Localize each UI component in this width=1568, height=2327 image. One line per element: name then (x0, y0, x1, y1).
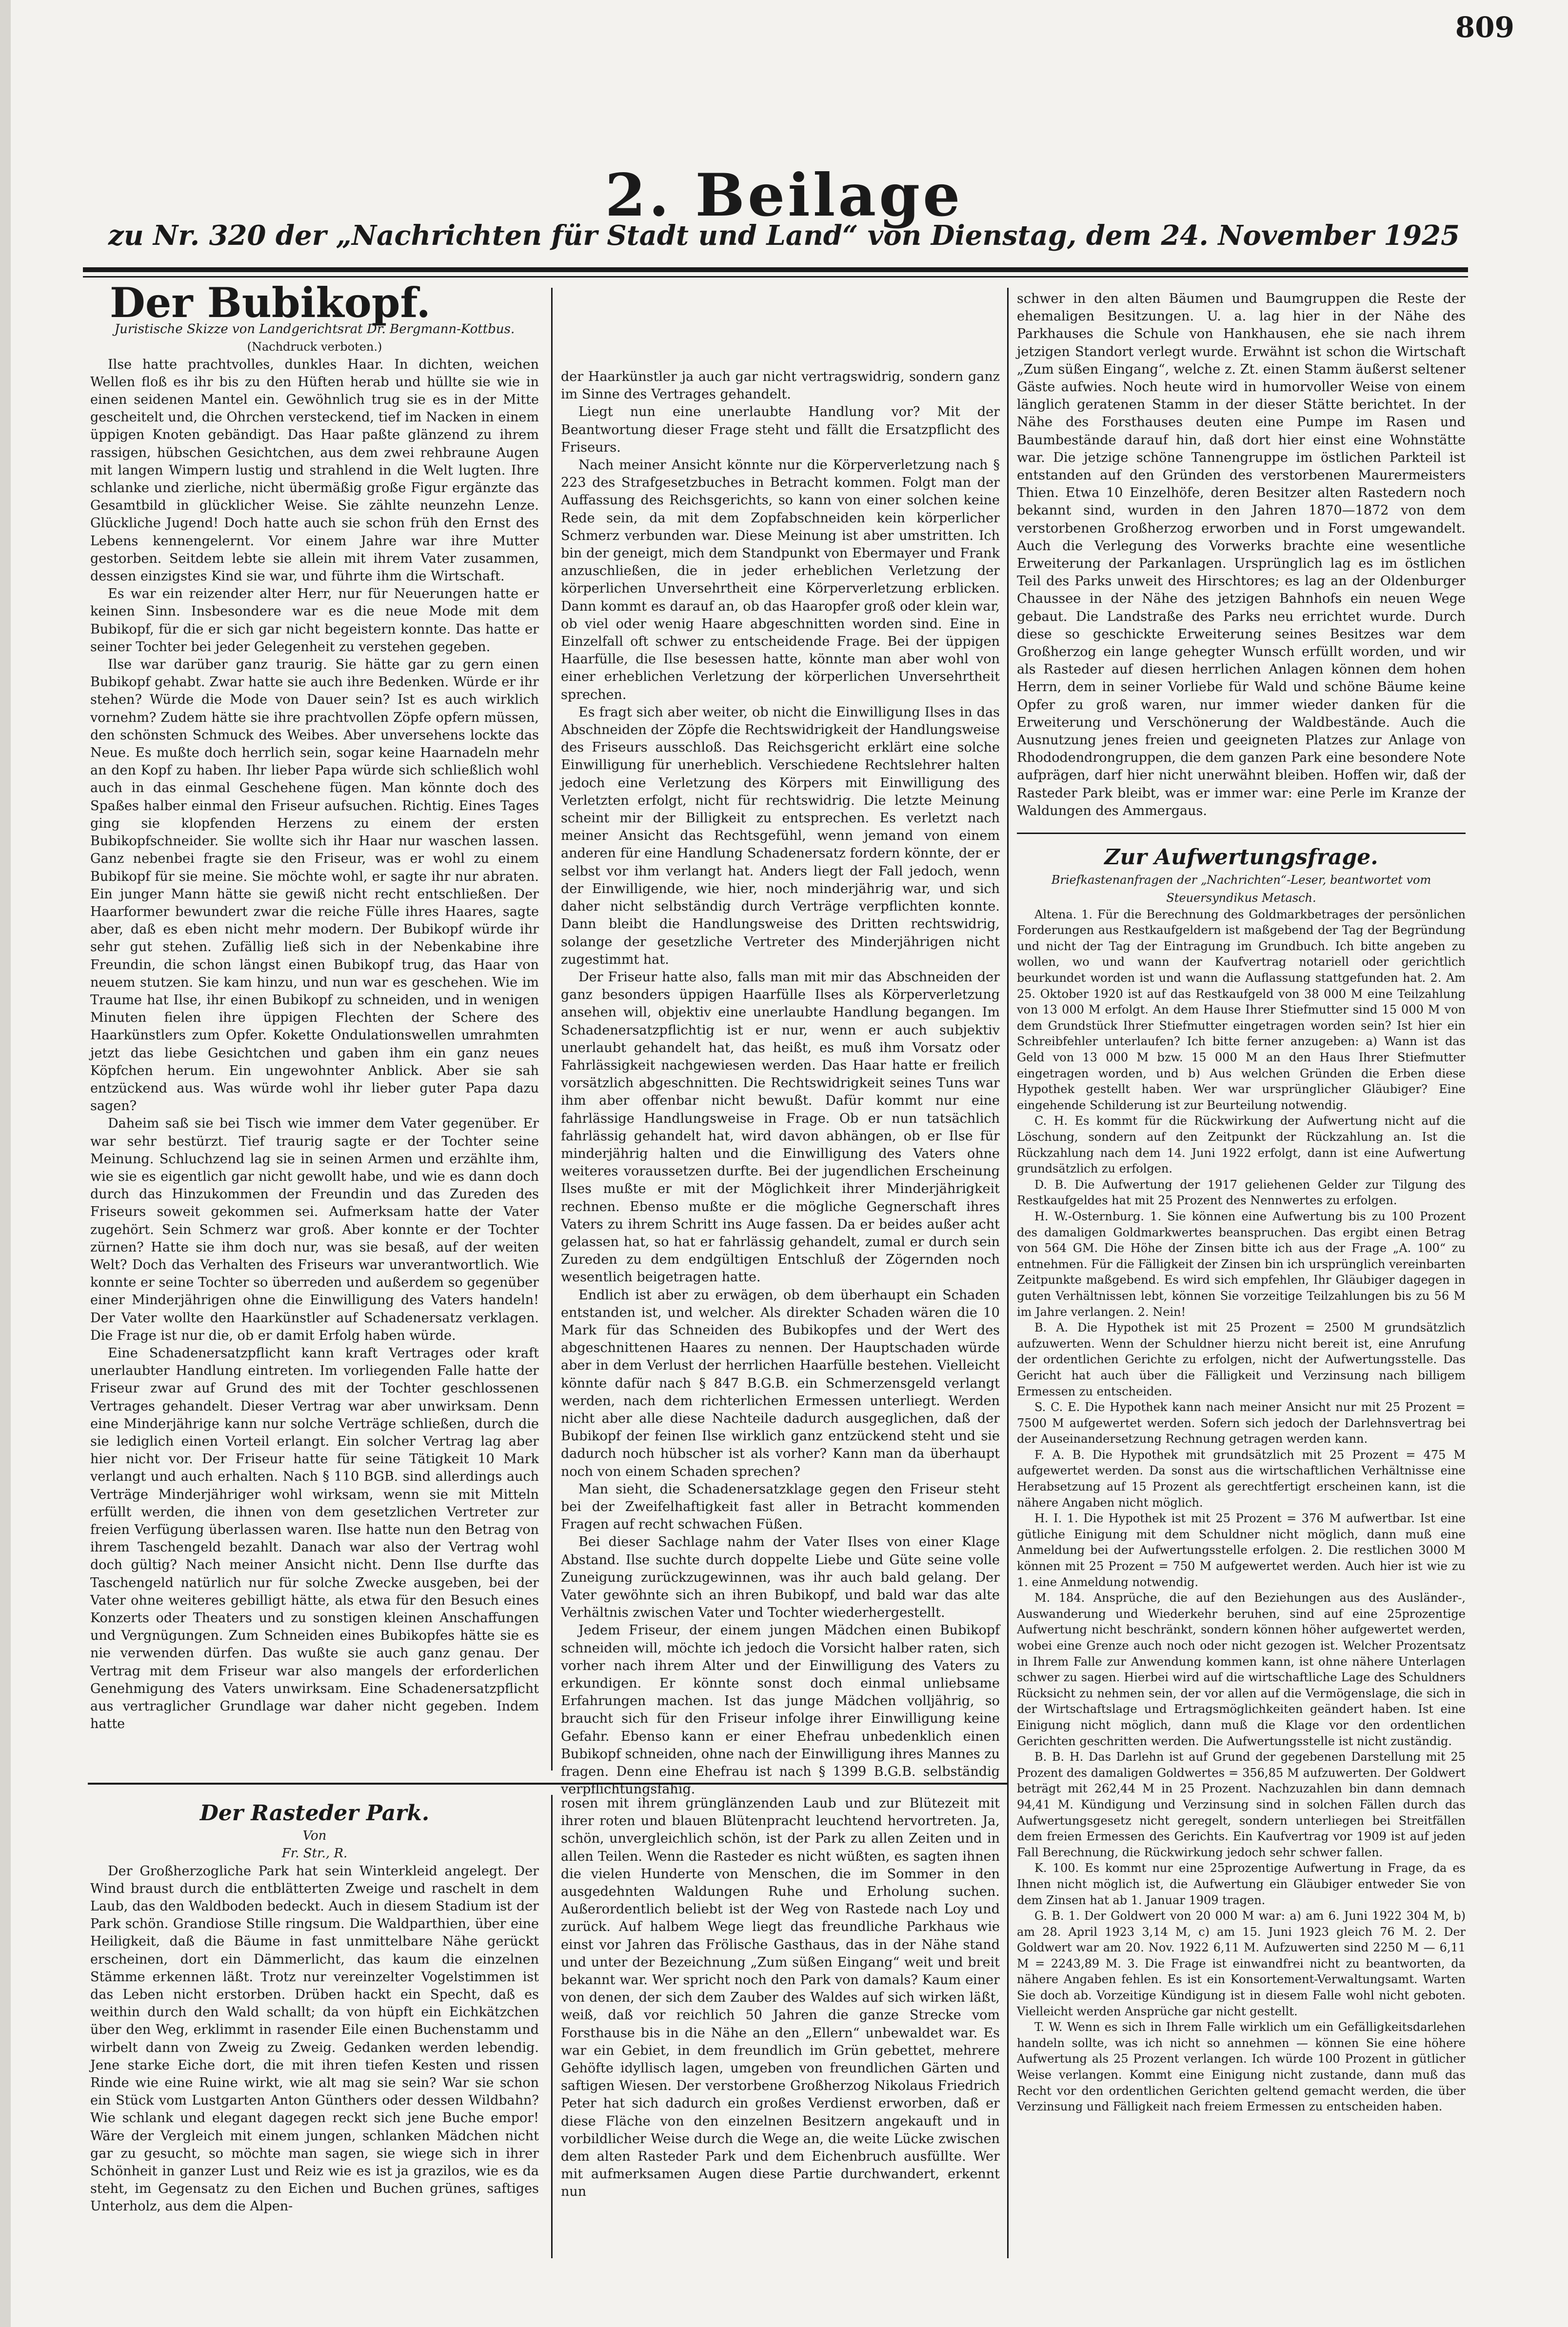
answer: F. A. B. Die Hypothek mit grundsätzlich mit 25 Prozent = 475 M aufgewertet werden. Da sonst aus die wirtschaftlichen Verhältnisse eine Herabsetzung auf 15 Prozent als gerechtfertigt erscheinen kann, ist die nähere Angaben nicht möglich. (1017, 1448, 1466, 1510)
supplement-subtitle: zu Nr. 320 der „Nachrichten für Stadt und Land“ von Dienstag, dem 24. November 1925 (108, 219, 1460, 252)
bubikopf-note: (Nachdruck verboten.) (247, 340, 382, 354)
answer: Altena. 1. Für die Berechnung des Goldmarkbetrages der persönlichen Forderungen aus Restkaufgeldern ist maßgebend der Tag der Begründung und nicht der Tag der Eintragung im Grundbuch. Ich bitte angeben zu wollen, wo und wann der Kaufvertrag notariell oder gerichtlich beurkundet worden ist und wann die Auflassung stattgefunden hat. 2. Am 25. Oktober 1920 ist auf das Restkaufgeld von 38 000 M eine Teilzahlung von 13 000 M erfolgt. An dem Hause Ihrer Stiefmutter sind 15 000 M von dem Grundstück Ihrer Stiefmutter eingetragen worden sein? Ist hier ein Schreibfehler unterlaufen? Ich bitte ferner anzugeben: a) Wann ist das Geld von 13 000 M bzw. 15 000 M an den Haus Ihrer Stiefmutter eingetragen worden, und b) Aus welchen Gründen die Erben diese Hypothek gestellt haben. Wer war ursprünglicher Gläubiger? Eine eingehende Schilderung ist zur Beurteilung notwendig. (1017, 907, 1466, 1112)
answer: B. B. H. Das Darlehn ist auf Grund der gegebenen Darstellung mit 25 Prozent des damaligen Goldwertes = 356,85 M aufzuwerten. Der Goldwert beträgt mit 262,44 M in 25 Prozent. Nachzuzahlen bin dann demnach 94,41 M. Kündigung und Verzinsung sind in solchen Fällen durch das Aufwertungsgesetz nicht geregelt, sondern unterliegen bei Streitfällen dem freien Ermessen des Gerichts. Ein Kaufvertrag vor 1909 ist auf jeden Fall Berechnung, die Rückwirkung jedoch sehr schwer fallen. (1017, 1750, 1466, 1859)
paragraph: Eine Schadenersatzpflicht kann kraft Vertrages oder kraft unerlaubter Handlung eintreten. Im vorliegenden Falle hatte der Friseur zwar auf Grund des mit der Tochter geschlossenen Vertrages gehandelt. Dieser Vertrag war aber unwirksam. Denn eine Minderjährige kann nur solche Verträge schließen, durch die sie lediglich einen Vorteil erlangt. Ein solcher Vertrag lag aber hier nicht vor. Der Friseur hatte für seine Tätigkeit 10 Mark verlangt und auch erhalten. Nach § 110 BGB. sind allerdings auch Verträge Minderjähriger wohl wirksam, wenn sie mit Mitteln erfüllt werden, die ihnen von dem gesetzlichen Vertreter zur freien Verfügung überlassen waren. Ilse hatte nun den Betrag von ihrem Taschengeld bezahlt. Danach war also der Vertrag wohl doch gültig? Nach meiner Ansicht nicht. Denn Ilse durfte das Taschengeld natürlich nur für solche Zwecke ausgeben, bei der Vater ohne weiteres gebilligt hätte, als etwa für den Besuch eines Konzerts oder Theaters und zu sonstigen kleinen Anschaffungen und Vergnügungen. Zum Schneiden eines Bubikopfes hätte sie es nie verwenden dürfen. Das wußte sie auch ganz genau. Der Vertrag mit dem Friseur war also mangels der erforderlichen Genehmigung des Vaters unwirksam. Eine Schadenersatzpflicht aus vertraglicher Grundlage war daher nicht gegeben. Indem hatte (90, 1345, 539, 1732)
park-by: Von (302, 1829, 327, 1844)
paragraph: Es war ein reizender alter Herr, nur für Neuerungen hatte er keinen Sinn. Insbesondere war es die neue Mode mit dem Bubikopf, für die er sich gar nicht begeistern konnte. Das hatte er seiner Tochter bei jeder Gelegenheit zu verstehen gegeben. (90, 586, 539, 655)
paragraph: Man sieht, die Schadenersatzklage gegen den Friseur steht bei der Zweifelhaftigkeit fast aller in Betracht kommenden Fragen auf recht schwachen Füßen. (561, 1481, 1000, 1532)
bubikopf-column-1 (90, 278, 539, 1778)
bubikopf-column-2 (561, 368, 1000, 1797)
paragraph: Ilse hatte prachtvolles, dunkles Haar. In dichten, weichen Wellen floß es ihr bis zu den Hüften herab und hüllte sie wie in einen seidenen Mantel ein. Gewöhnlich trug sie es in der Mitte gescheitelt und, die Ohrchen versteckend, tief im Nacken in einem üppigen Knoten gebändigt. Das Haar paßte glänzend zu ihrem rassigen, hübschen Gesichtchen, aus dem zwei rehbraune Augen mit langen Wimpern lustig und strahlend in die Welt lugten. Ihre schlanke und zierliche, nicht übermäßig große Figur ergänzte das Gesamtbild in glücklicher Weise. Sie zählte neunzehn Lenze. Glückliche Jugend! Doch hatte auch sie schon früh den Ernst des Lebens kennengelernt. Vor einem Jahre war ihre Mutter gestorben. Seitdem lebte sie allein mit ihrem Vater zusammen, dessen einzigstes Kind sie war, und führte ihm die Wirtschaft. (90, 357, 539, 584)
answer: H. W.-Osternburg. 1. Sie können eine Aufwertung bis zu 100 Prozent des damaligen Goldmarkwertes beanspruchen. Das ergibt einen Betrag von 564 GM. Die Höhe der Zinsen bitte ich aus der Frage „A. 100“ zu entnehmen. Für die Fälligkeit der Zinsen bin ich ursprünglich vereinbarten Zeitpunkte maßgebend. Es wird sich empfehlen, Ihr Gläubiger dagegen in guten Verhältnissen lebt, können Sie vorzeitige Teilzahlungen bis zu 56 M im Jahre verlangen. 2. Nein! (1017, 1209, 1466, 1319)
bubikopf-byline: Juristische Skizze von Landgerichtsrat Dr. Bergmann-Kottbus. (114, 322, 515, 337)
answer: D. B. Die Aufwertung der 1917 geliehenen Gelder zur Tilgung des Restkaufgeldes hat mit 25 Prozent des Nennwertes zu erfolgen. (1017, 1177, 1466, 1208)
aufwertung-title: Zur Aufwertungsfrage. (1104, 845, 1378, 870)
park-column-2 (561, 1795, 1000, 2263)
paragraph: Es fragt sich aber weiter, ob nicht die Einwilligung Ilses in das Abschneiden der Zöpfe die Rechtswidrigkeit der Handlungsweise des Friseurs ausschloß. Das Reichsgericht erklärt eine solche Einwilligung für unerheblich. Verschiedene Rechtslehrer halten jedoch eine Verletzung des Körpers mit Einwilligung des Verletzten erfolgt, nicht für rechtswidrig. Die letzte Meinung scheint mir der Billigkeit zu entsprechen. Es verletzt nach meiner Ansicht das Rechtsgefühl, wenn jemand von einem anderen für eine Handlung Schadenersatz fordern könnte, der er selbst vor ihm verlangt hat. Anders liegt der Fall jedoch, wenn der Einwilligende, wie hier, noch minderjährig war, und sich daher nicht selbständig durch Verträge verpflichten konnte. Dann bleibt die Handlungsweise des Dritten rechtswidrig, solange der gesetzliche Vertreter des Minderjährigen nicht zugestimmt hat. (561, 704, 1000, 967)
supplement-title: 2. Beilage (605, 161, 963, 230)
binding-edge (0, 0, 11, 2327)
column-3 (1017, 290, 1466, 2261)
divider-1-lower (551, 1795, 553, 2258)
answer: H. I. 1. Die Hypothek ist mit 25 Prozent = 376 M aufwertbar. Ist eine gütliche Einigung mit dem Schuldner nicht möglich, dann muß eine Anmeldung bei der Aufwertungsstelle erfolgen. 2. Die restlichen 3000 M können mit 25 Prozent = 750 M aufgewertet werden. Auch hier ist wie zu 1. eine Anmeldung notwendig. (1017, 1512, 1466, 1589)
answer: G. B. 1. Der Goldwert von 20 000 M war: a) am 6. Juni 1922 304 M, b) am 28. April 1923 3,14 M, c) am 15. Juni 1923 gleich 76 M. 2. Der Goldwert war am 20. Nov. 1922 6,11 M. Aufzuwerten sind 2250 M — 6,11 M = 2243,89 M. 3. Die Frage ist einwandfrei nicht zu beantworten, da nähere Angaben fehlen. Es ist ein Konsortement-Verwaltungsamt. Warten Sie doch ab. Vorzeitige Kündigung ist in diesem Falle wohl nicht geboten. Vielleicht werden Ansprüche gar nicht gestellt. (1017, 1909, 1466, 2018)
aufwertung-body (1017, 907, 1466, 2115)
paragraph: Der Großherzogliche Park hat sein Winterkleid angelegt. Der Wind braust durch die entblätterten Zweige und raschelt in dem Laub, das den Waldboden bedeckt. Auch in diesem Stadium ist der Park schön. Grandiose Stille ringsum. Die Waldparthien, über eine Heiligkeit, daß die Bäume in fast unmittelbare Nähe gerückt erscheinen, dort ein Dämmerlicht, das kaum die einzelnen Stämme erkennen läßt. Trotz nur vereinzelter Vogelstimmen ist das Leben nicht erstorben. Drüben hackt ein Specht, daß es weithin durch den Wald schallt; da von hüpft ein Eichkätzchen über den Weg, erklimmt in rasender Eile einen Buchenstamm und wirbelt dann von Zweig zu Zweig. Gedanken werden lebendig. Jene starke Eiche dort, die mit ihren tiefen Kesten und rissen Rinde wie eine Ruine wirkt, wie alt mag sie sein? War sie schon ein Stück vom Lustgarten Anton Günthers oder dessen Wildbahn? Wie schlank und elegant dagegen reckt sich jene Buche empor! Wäre der Vergleich mit einem jungen, schlanken Mädchen nicht gar zu gesucht, so möchte man sagen, sie wiege sich in ihrer Schönheit in ganzer Lust und Reiz wie es ist ja grazilos, wie es da steht, im Gegensatz zu den Eichen und Buchen grünes, saftiges Unterholz, aus dem die Alpen- (90, 1863, 539, 2214)
park-title: Der Rasteder Park. (199, 1801, 430, 1826)
answer: S. C. E. Die Hypothek kann nach meiner Ansicht nur mit 25 Prozent = 7500 M aufgewertet werden. Sofern sich jedoch der Darlehnsvertrag bei der Auseinandersetzung Rechnung getragen werden kann. (1017, 1400, 1466, 1446)
paragraph: rosen mit ihrem grünglänzenden Laub und zur Blütezeit mit ihrer roten und blauen Blütenpracht leuchtend hervortreten. Ja, schön, unvergleichlich schön, ist der Park zu allen Zeiten und in allen Teilen. Wenn die Rasteder es nicht wüßten, es sagten ihnen die vielen Hunderte von Menschen, die im Sommer in den ausgedehnten Waldungen Ruhe und Erholung suchen. Außerordentlich beliebt ist der Weg von Rastede nach Loy und zurück. Auf halbem Wege liegt das freundliche Parkhaus wie einst vor Jahren das Frölische Gasthaus, das in der Nähe stand und unter der Bezeichnung „Zum süßen Eingang“ weit und breit bekannt war. Wer spricht noch den Park von damals? Kaum einer von denen, der sich dem Zauber des Waldes auf sich wirken läßt, weiß, daß vor reichlich 50 Jahren die ganze Strecke vom Forsthause bis in die Nähe an den „Ellern“ unbewaldet war. Es war ein Gebiet, in dem freundlich im Grün gebettet, mehrere Gehöfte idyllisch lagen, umgeben von freundlichen Gärten und saftigen Wiesen. Der verstorbene Großherzog Nikolaus Friedrich Peter hat sich dadurch ein großes Verdienst erworben, daß er diese Fläche von den einzelnen Besitzern angekauft und in vorbildlicher Weise durch die Wege an, die weite Lücke zwischen dem alten Rasteder Park und dem Eichenbruch ausfüllte. Wer mit aufmerksamen Augen diese Partie durchwandert, erkennt nun (561, 1796, 1000, 2200)
divider-2 (1007, 288, 1009, 2258)
paragraph: Bei dieser Sachlage nahm der Vater Ilses von einer Klage Abstand. Ilse suchte durch doppelte Liebe und Güte seine volle Zuneigung zurückzugewinnen, was ihr auch bald gelang. Der Vater gewöhnte sich an ihren Bubikopf, und bald war das alte Verhältnis zwischen Vater und Tochter wiederhergestellt. (561, 1534, 1000, 1621)
bubikopf-title: Der Bubikopf. (110, 278, 431, 327)
answer: K. 100. Es kommt nur eine 25prozentige Aufwertung in Frage, da es Ihnen nicht möglich ist, die Aufwertung ein Gläubiger entweder Sie von dem Zinsen hat ab 1. Januar 1909 tragen. (1017, 1861, 1466, 1907)
paragraph: Liegt nun eine unerlaubte Handlung vor? Mit der Beantwortung dieser Frage steht und fällt die Ersatzpflicht des Friseurs. (561, 404, 1000, 455)
header-rule-thick (83, 267, 1468, 272)
answer: C. H. Es kommt für die Rückwirkung der Aufwertung nicht auf die Löschung, sondern auf den Zeitpunkt der Rückzahlung an. Ist die Rückzahlung nach dem 14. Juni 1922 erfolgt, dann ist eine Aufwertung grundsätzlich zu erfolgen. (1017, 1114, 1466, 1176)
paragraph: Jedem Friseur, der einem jungen Mädchen einen Bubikopf schneiden will, möchte ich jedoch die Vorsicht halber raten, sich vorher nach ihrem Alter und der Einwilligung des Vaters zu erkundigen. Er könnte sonst doch einmal unliebsame Erfahrungen machen. Ist das junge Mädchen volljährig, so braucht sich für den Friseur infolge ihrer Einwilligung keine Gefahr. Ebenso kann er einer Ehefrau unbedenklich einen Bubikopf schneiden, ohne nach der Einwilligung ihres Mannes zu fragen. Denn eine Ehefrau ist nach § 1399 B.G.B. selbständig verpflichtungsfähig. (561, 1623, 1000, 1797)
answer: B. A. Die Hypothek ist mit 25 Prozent = 2500 M grundsätzlich aufzuwerten. Wenn der Schuldner hierzu nicht bereit ist, eine Anrufung der ordentlichen Gerichte zu erfolgen, nicht der Aufwertungsstelle. Das Gericht hat auch über die Fälligkeit und Verzinsung nach billigem Ermessen zu entscheiden. (1017, 1321, 1466, 1398)
aufwertung-byline: Briefkastenanfragen der „Nachrichten“-Leser, beantwortet vom Steuersyndikus Metasch. (1051, 873, 1431, 905)
answer: T. W. Wenn es sich in Ihrem Falle wirklich um ein Gefälligkeitsdarlehen handeln sollte, was ich nicht so annehmen — können Sie eine höhere Aufwertung als 25 Prozent verlangen. Ich würde 100 Prozent in gütlicher Weise verlangen. Kommt eine Einigung nicht zustande, dann muß das Recht vor den ordentlichen Gerichten geltend gemacht werden, die über Verzinsung und Fälligkeit nach freiem Ermessen zu entscheiden haben. (1017, 2020, 1466, 2114)
paragraph: Nach meiner Ansicht könnte nur die Körperverletzung nach § 223 des Strafgesetzbuches in Betracht kommen. Folgt man der Auffassung des Reichsgerichts, so kann von einer solchen keine Rede sein, da mit dem Zopfabschneiden kein körperlicher Schmerz verbunden war. Diese Meinung ist aber umstritten. Ich bin der geneigt, mich dem Standpunkt von Ebermayer und Frank anzuschließen, die in jeder erheblichen Verletzung der körperlichen Unversehrtheit eine Körperverletzung erblicken. Dann kommt es darauf an, ob das Haaropfer groß oder klein war, ob viel oder wenig Haare abgeschnitten worden sind. Eine in Einzelfall oft schwer zu entscheidende Frage. Bei der üppigen Haarfülle, die Ilse besessen hatte, könnte man aber wohl von einer erheblichen Verletzung der körperlichen Unversehrtheit sprechen. (561, 457, 1000, 702)
divider-1-upper (551, 288, 553, 1770)
park-author: Fr. Str., R. (281, 1846, 348, 1861)
paragraph: schwer in den alten Bäumen und Baumgruppen die Reste der ehemaligen Besitzungen. U. a. lag hier in der Nähe des Parkhauses die Schule von Hankhausen, ehe sie nach ihrem jetzigen Standort verlegt wurde. Erwähnt ist schon die Wirtschaft „Zum süßen Eingang“, welche z. Zt. einen Stamm äußerst seltener Gäste aufwies. Noch heute wird in humorvoller Weise von einem länglich geratenen Stamm in der dieser Stätte berichtet. In der Nähe des Forsthauses deuten eine Pumpe im Rasen und Baumbestände darauf hin, daß dort hier einst eine Wohnstätte war. Die jetzige schöne Tannengruppe im östlichen Parkteil ist entstanden auf den Gründen des verstorbenen Maurermeisters Thien. Etwa 10 Einzelhöfe, deren Besitzer alten Rastedern noch bekannt sind, wurden in den Jahren 1870—1872 von dem verstorbenen Großherzog erworben und in Forst umgewandelt. Auch die Verlegung des Vorwerks brachte eine wesentliche Erweiterung der Parkanlagen. Ursprünglich lag es im östlichen Teil des Parks unweit des Hirschtores; es lag an der Oldenburger Chaussee in der Nähe des jetzigen Bahnhofs ein neuen Wege gebaut. Die Landstraße des Parks neu errichtet wurde. Durch diese so geschickte Erweiterung seines Besitzes war dem Großherzog ein lange gehegter Wunsch erfüllt worden, und wir als Rasteder auf diesen herrlichen Anlagen können dem hohen Herrn, dem in seiner Vorliebe für Wald und schöne Bäume keine Opfer zu groß waren, nur immer wieder danken für die Erweiterung und Verschönerung der Waldbestände. Auch die Ausnutzung jenes freien und geeigneten Platzes zur Anlage von Rhododendrongruppen, die dem ganzen Park eine besondere Note aufprägen, darf hier nicht unerwähnt bleiben. Hoffen wir, daß der Rasteder Park bleibt, was er immer war: eine Perle im Kranze der Waldungen des Ammergaus. (1017, 291, 1466, 818)
page-number: 809 (1455, 11, 1514, 44)
paragraph: Der Friseur hatte also, falls man mit mir das Abschneiden der ganz besonders üppigen Haarfülle Ilses als Körperverletzung ansehen will, objektiv eine unerlaubte Handlung begangen. Im Schadenersatzpflichtig ist er nur, wenn er auch subjektiv unerlaubt gehandelt hat, das heißt, es muß ihm Vorsatz oder Fahrlässigkeit nachgewiesen werden. Das Haar hatte er freilich vorsätzlich abgeschnitten. Die Rechtswidrigkeit seines Tuns war ihm aber offenbar nicht bewußt. Dafür kommt nur eine fahrlässige Handlungsweise in Frage. Ob er nun tatsächlich fahrlässig gehandelt hat, wird davon abhängen, ob er Ilse für minderjährig halten und die Einwilligung des Vaters ohne weiteres voraussetzen durfte. Bei der jugendlichen Erscheinung Ilses mußte er mit der Möglichkeit ihrer Minderjährigkeit rechnen. Ebenso mußte er die mögliche Gegnerschaft ihres Vaters zu ihrem Schritt ins Auge fassen. Da er beides außer acht gelassen hat, so hat er fahrlässig gehandelt, zumal er durch sein Zureden zu dem endgültigen Entschluß der Zögernden noch wesentlich beigetragen hatte. (561, 969, 1000, 1285)
paragraph: Endlich ist aber zu erwägen, ob dem überhaupt ein Schaden entstanden ist, und welcher. Als direkter Schaden wären die 10 Mark für das Schneiden des Bubikopfes und der Wert des abgeschnittenen Haares zu nennen. Der Hauptschaden würde aber in dem Verlust der herrlichen Haarfülle bestehen. Vielleicht könnte dafür nach § 847 B.G.B. ein Schmerzensgeld verlangt werden, nach dem richterlichen Ermessen unterliegt. Werden nicht aber alle diese Nachteile dadurch ausgeglichen, daß der Bubikopf der feinen Ilse wirklich ganz entzückend steht und sie dadurch noch hübscher ist als vorher? Kann man da überhaupt noch von einem Schaden sprechen? (561, 1287, 1000, 1479)
paragraph: Daheim saß sie bei Tisch wie immer dem Vater gegenüber. Er war sehr bestürzt. Tief traurig sagte er der Tochter seine Meinung. Schluchzend lag sie in seinen Armen und erzählte ihm, wie sie es eigentlich gar nicht gewollt habe, und wie es dann doch durch das Hinzukommen der Freundin und das Zureden des Friseurs soweit gekommen sei. Aufmerksam hatte der Vater zugehört. Sein Schmerz war groß. Aber konnte er der Tochter zürnen? Hatte sie ihm doch nur, was sie besaß, auf der weiten Welt? Doch das Verhalten des Friseurs war unverantwortlich. Wie konnte er seine Tochter so überreden und außerdem so gegenüber einer Minderjährigen ohne die Einwilligung des Vaters handeln! Der Vater wollte den Haarkünstler auf Schadenersatz verklagen. Die Frage ist nur die, ob er damit Erfolg haben würde. (90, 1116, 539, 1343)
paragraph: Ilse war darüber ganz traurig. Sie hätte gar zu gern einen Bubikopf gehabt. Zwar hatte sie auch ihre Bedenken. Würde er ihr stehen? Würde die Mode von Dauer sein? Ist es auch wirklich vornehm? Zudem hätte sie ihre prachtvollen Zöpfe opfern müssen, den schönsten Schmuck des Weibes. Aber unversehens lockte das Neue. Es mußte doch herrlich sein, sogar keine Haarnadeln mehr an den Kopf zu haben. Ihr lieber Papa würde sich schließlich wohl auch in das einmal Geschehene fügen. Man könnte doch des Spaßes halber einmal den Friseur aufsuchen. Richtig. Eines Tages ging sie klopfenden Herzens zu einem der ersten Bubikopfschneider. Sie wollte sich ihr Haar nur waschen lassen. Ganz nebenbei fragte sie den Friseur, was er wohl zu einem Bubikopf für sie meine. Sie möchte wohl, er sagte ihr nur abraten. Ein junger Mann hätte sie gewiß nicht recht entschließen. Der Haarformer bewundert zwar die reiche Fülle ihres Haares, sagte aber, daß es eben nicht mehr modern. Der Bubikopf würde ihr sehr gut stehen. Zufällig ließ sich in der Nebenkabine ihre Freundin, die schon längst einen Bubikopf trug, das Haar von neuem stutzen. Sie kam hinzu, und nun war es geschehen. Wie im Traume hat Ilse, ihr einen Bubikopf zu schneiden, und in wenigen Minuten fielen ihre üppigen Flechten der Schere des Haarkünstlers zum Opfer. Kokette Ondulationswellen umrahmten jetzt das liebe Gesichtchen und gaben ihm ein ganz neues Köpfchen herum. Ein ungewohnter Anblick. Aber sie sah entzückend aus. Was würde wohl ihr lieber guter Papa dazu sagen? (90, 657, 539, 1114)
header-rule-thin (83, 276, 1468, 278)
park-column-1 (90, 1795, 539, 2263)
paragraph: der Haarkünstler ja auch gar nicht vertragswidrig, sondern ganz im Sinne des Vertrages gehandelt. (561, 369, 1000, 402)
aufwertung-separator-rule (1017, 833, 1466, 834)
answer: M. 184. Ansprüche, die auf den Beziehungen aus des Ausländer-, Auswanderung und Wiederkehr beruhen, sind auf eine 25prozentige Aufwertung nicht beschränkt, sondern können höher aufgewertet werden, wobei eine Grenze auch noch oder nicht gezogen ist. Welcher Prozentsatz in Ihrem Falle zur Anwendung kommen kann, ist ohne nähere Unterlagen schwer zu sagen. Hierbei wird auf die wirtschaftliche Lage des Schuldners Rücksicht zu nehmen sein, der vor allen auf die Vermögenslage, die sich in der Wirtschaftslage und Ertragsmöglichkeiten geändert haben. Ist eine Einigung nicht möglich, dann muß die Klage vor den ordentlichen Gerichten geschritten werden. Die Aufwertungsstelle ist nicht zuständig. (1017, 1591, 1466, 1748)
